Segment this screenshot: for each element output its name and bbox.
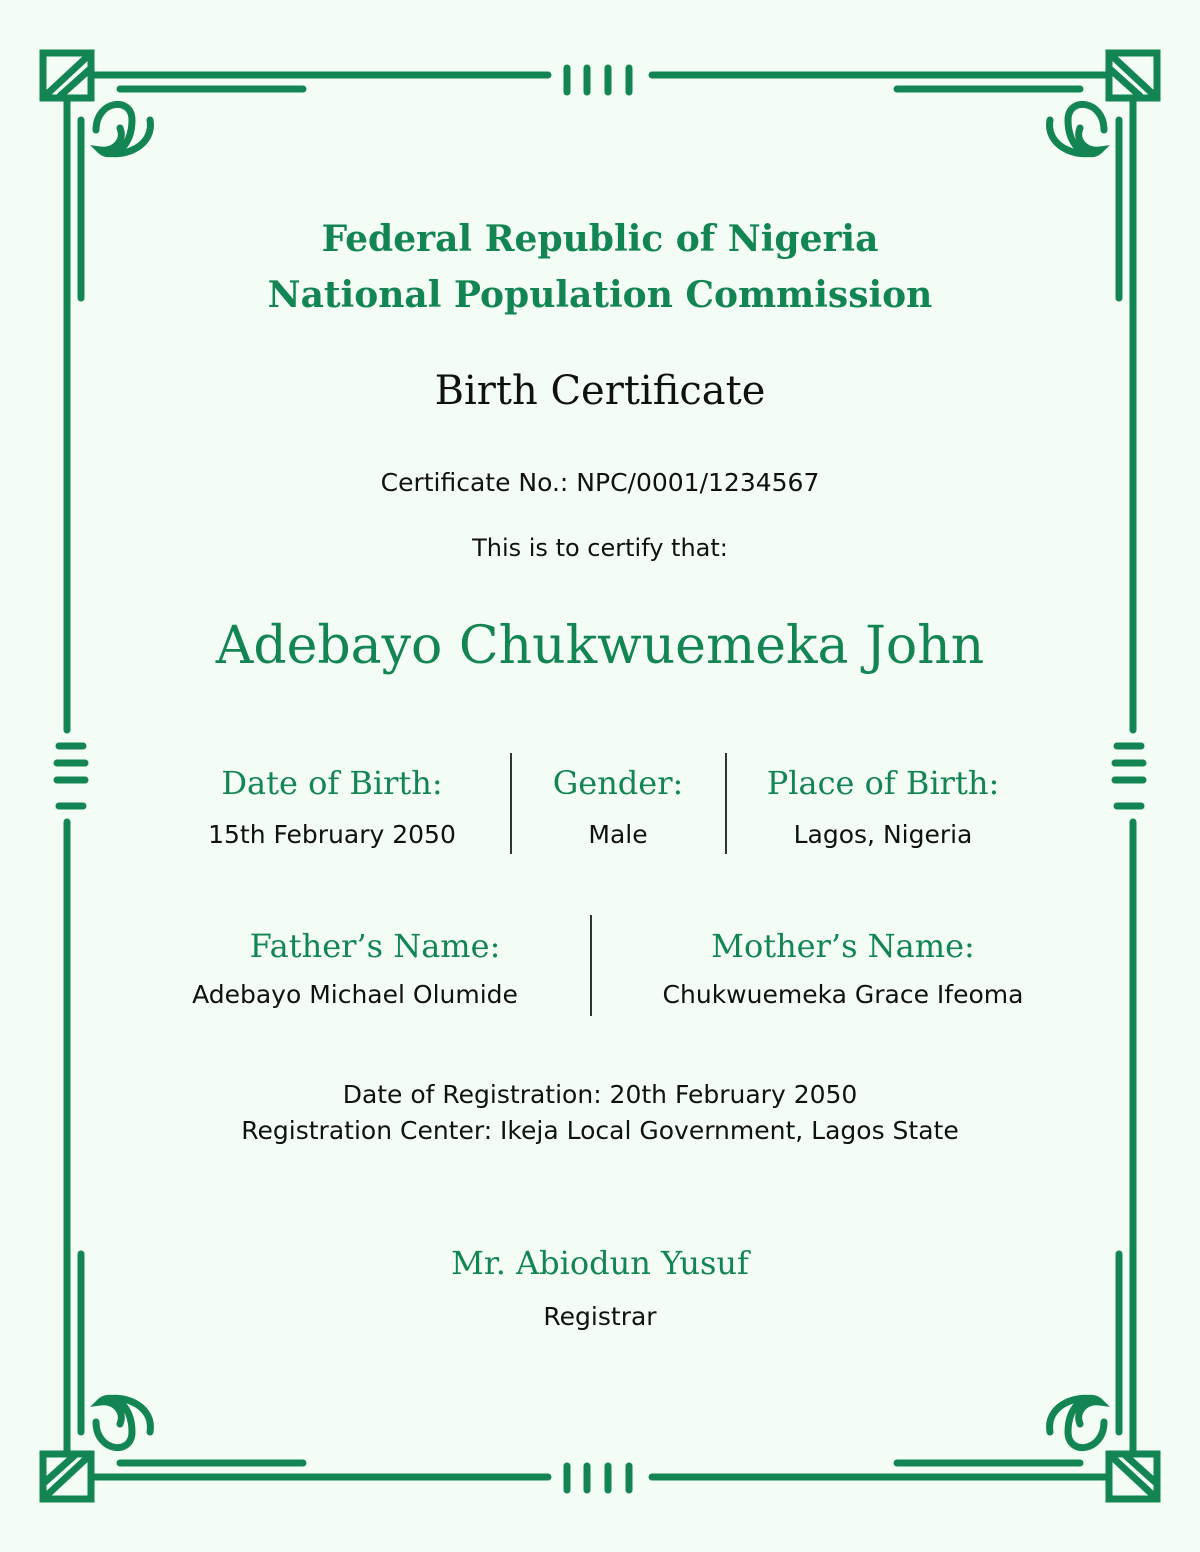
date-of-birth-value: 15th February 2050 xyxy=(208,820,456,849)
mother-name-value: Chukwuemeka Grace Ifeoma xyxy=(662,980,1024,1009)
document-title: Birth Certificate xyxy=(434,368,766,414)
divider xyxy=(725,753,727,854)
registration-date: Date of Registration: 20th February 2050 xyxy=(342,1080,858,1109)
header-country: Federal Republic of Nigeria xyxy=(321,218,879,260)
divider xyxy=(590,915,592,1016)
registrar-name: Mr. Abiodun Yusuf xyxy=(451,1244,749,1282)
place-of-birth-value: Lagos, Nigeria xyxy=(793,820,973,849)
header-commission: National Population Commission xyxy=(267,274,933,316)
child-name: Adebayo Chukwuemeka John xyxy=(215,616,985,676)
date-of-birth-label: Date of Birth: xyxy=(221,764,443,802)
registration-center: Registration Center: Ikeja Local Government, Lagos State xyxy=(241,1116,959,1145)
registrar-title: Registrar xyxy=(543,1302,657,1331)
father-name-value: Adebayo Michael Olumide xyxy=(192,980,518,1009)
certify-intro: This is to certify that: xyxy=(472,534,728,562)
mother-name-label: Mother’s Name: xyxy=(711,927,975,965)
place-of-birth-label: Place of Birth: xyxy=(766,764,1000,802)
gender-label: Gender: xyxy=(552,764,684,802)
certificate-number: Certificate No.: NPC/0001/1234567 xyxy=(380,468,820,497)
father-name-label: Father’s Name: xyxy=(249,927,501,965)
gender-value: Male xyxy=(588,820,648,849)
